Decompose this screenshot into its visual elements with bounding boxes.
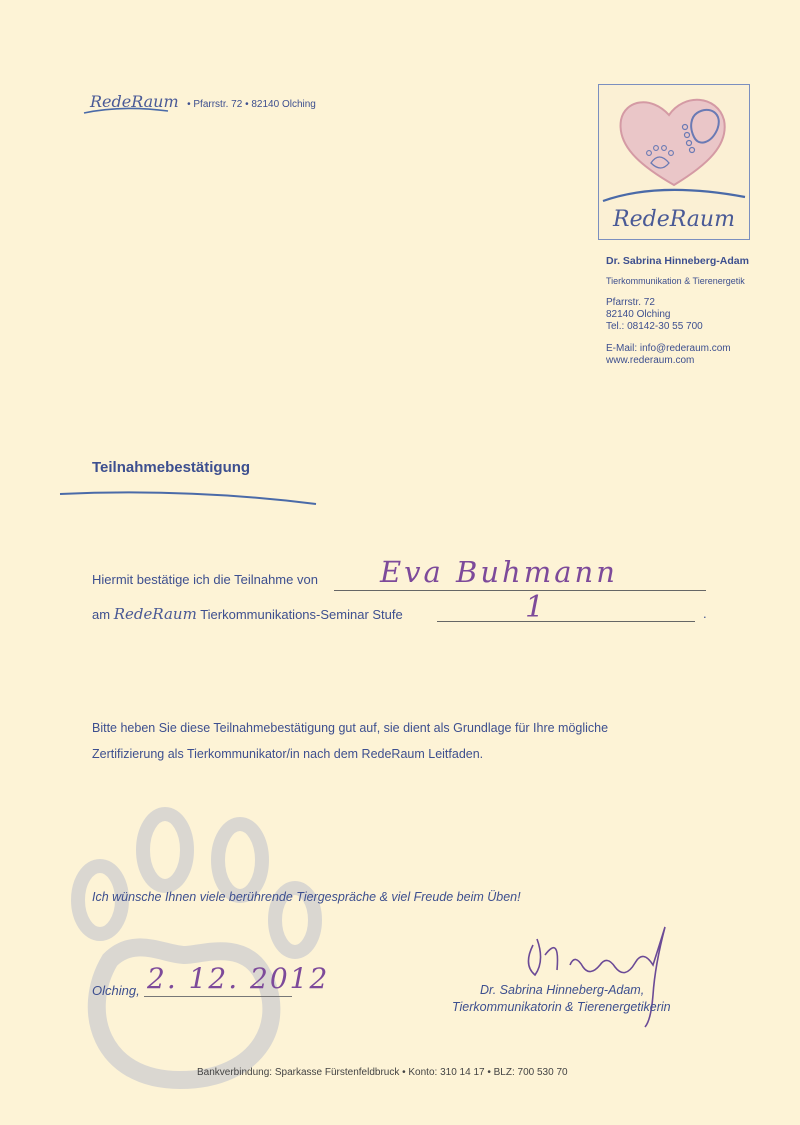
- paw-watermark-icon: [40, 780, 340, 1100]
- contact-city: 82140 Olching: [606, 309, 671, 320]
- seminar-period: .: [703, 606, 707, 621]
- name-underline: [334, 590, 706, 591]
- seminar-row: [92, 605, 403, 623]
- contact-street: Pfarrstr. 72: [606, 297, 655, 308]
- confirm-prefix: Hiermit bestätige ich die Teilnahme von: [92, 572, 318, 587]
- contact-block: [606, 255, 796, 367]
- header-brand: RedeRaum: [90, 92, 179, 111]
- bank-footer: Bankverbindung: Sparkasse Fürstenfeldbruck • Konto: 310 14 17 • BLZ: 700 530 70: [197, 1067, 568, 1078]
- note: [92, 715, 608, 767]
- header-address: • Pfarrstr. 72 • 82140 Olching: [187, 99, 316, 110]
- logo: [598, 84, 750, 240]
- date-underline: [144, 996, 292, 997]
- contact-phone: Tel.: 08142-30 55 700: [606, 321, 703, 332]
- contact-profession: Tierkommunikation & Tierenergetik: [606, 276, 745, 286]
- heart-paw-icon: [599, 85, 749, 205]
- title-swoosh: [58, 488, 320, 510]
- seminar-brand: RedeRaum: [113, 605, 197, 623]
- header: [90, 92, 390, 122]
- signature: [515, 925, 685, 1030]
- level-underline: [437, 621, 695, 622]
- participant-name: Eva Buhmann: [380, 555, 618, 589]
- header-swoosh: [82, 106, 172, 116]
- note-line-2: Zertifizierung als Tierkommunikator/in nach dem RedeRaum Leitfaden.: [92, 747, 484, 761]
- contact-name: Dr. Sabrina Hinneberg-Adam: [606, 255, 749, 267]
- contact-email: E-Mail: info@rederaum.com: [606, 343, 731, 354]
- logo-brand: RedeRaum: [613, 207, 735, 232]
- note-line-1: Bitte heben Sie diese Teilnahmebestätigung gut auf, sie dient als Grundlage für Ihre mögliche: [92, 721, 609, 735]
- seminar-level: 1: [525, 590, 545, 625]
- page-title: Teilnahmebestätigung: [92, 459, 251, 476]
- closing-place: Olching,: [92, 983, 140, 998]
- closing-wish: Ich wünsche Ihnen viele berührende Tiergespräche & viel Freude beim Üben!: [92, 890, 521, 904]
- contact-web: www.rederaum.com: [606, 355, 695, 366]
- seminar-prefix: am: [92, 607, 111, 622]
- signer-name: Dr. Sabrina Hinneberg-Adam,: [480, 983, 645, 997]
- signer-title: Tierkommunikatorin & Tierenergetikerin: [452, 1000, 671, 1014]
- seminar-text: Tierkommunikations-Seminar Stufe: [200, 607, 403, 622]
- confirm-row: [92, 572, 318, 587]
- closing-date: 2. 12. 2012: [147, 962, 330, 995]
